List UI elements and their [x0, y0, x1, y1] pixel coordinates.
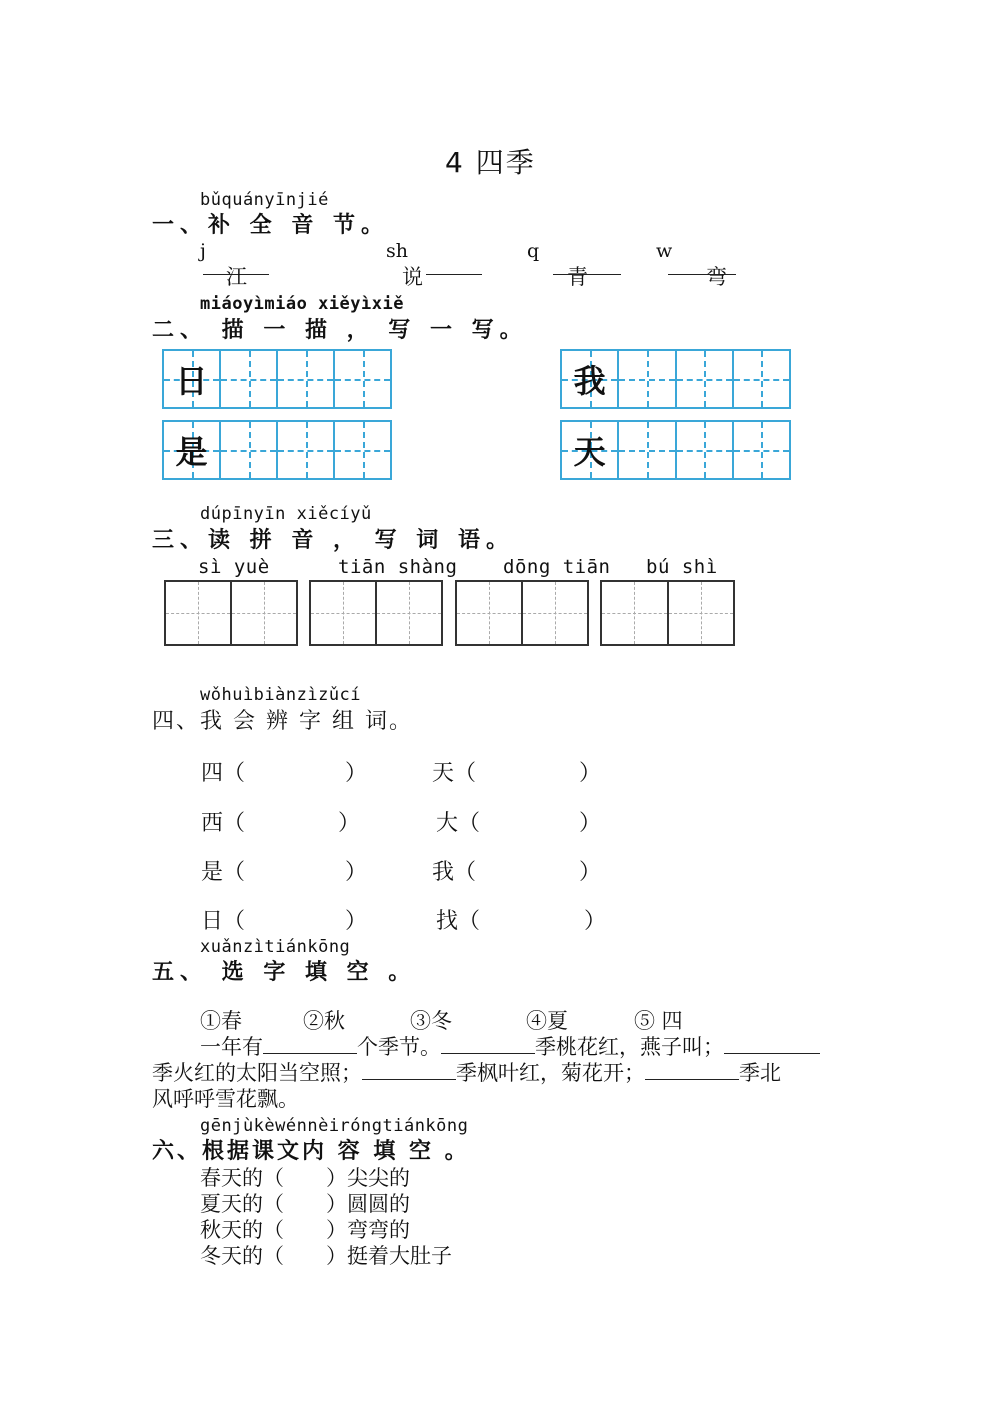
tracing-cell[interactable]	[335, 351, 390, 407]
tracing-cell[interactable]	[278, 422, 335, 478]
section2-pinyin: miáoyìmiáo xiěyìxiě	[200, 294, 404, 314]
initial-4: w	[656, 240, 673, 262]
blank[interactable]	[645, 1059, 739, 1080]
group-row-1b-end: ）	[579, 761, 602, 786]
group-row-2b: 大（	[436, 811, 481, 836]
text-segment: 季桃花红，燕子叫；	[535, 1035, 724, 1059]
group-row-1b: 天（	[432, 761, 477, 786]
tracing-cell-model	[562, 422, 619, 478]
tracing-cell[interactable]	[221, 422, 278, 478]
group-row-1a-end: ）	[345, 761, 368, 786]
group-row-3b-end: ）	[579, 860, 602, 885]
text-segment: 秋天的（	[200, 1218, 284, 1242]
tracing-cell[interactable]	[335, 422, 390, 478]
initial-3: q	[527, 240, 540, 262]
tracing-cell-model	[164, 422, 221, 478]
text-segment: 季北	[739, 1061, 781, 1085]
word-pinyin-1: sì yuè	[198, 556, 270, 578]
text-segment: ）尖尖的	[326, 1166, 410, 1190]
group-row-2a-end: ）	[338, 811, 361, 836]
section3-heading: 三、读 拼 音 ， 写 词 语。	[152, 528, 514, 553]
tracing-grid-ri	[162, 349, 392, 409]
blank[interactable]	[362, 1059, 456, 1080]
tracing-grid-tian	[560, 420, 791, 480]
word-pinyin-4: bú shì	[646, 556, 718, 578]
section4-heading: 四、我 会 辨 字 组 词。	[152, 709, 413, 734]
option-5: ⑤ 四	[634, 1009, 683, 1033]
group-row-2b-end: ）	[579, 811, 602, 836]
group-row-4a: 日（	[201, 909, 246, 934]
section4-pinyin: wǒhuìbiànzìzǔcí	[200, 685, 362, 705]
group-row-2a: 西（	[201, 811, 246, 836]
text-segment: 个季节。	[357, 1035, 441, 1059]
fill-line-3: 风呼呼雪花飘。	[152, 1087, 299, 1111]
tracing-cell[interactable]	[221, 351, 278, 407]
blank[interactable]	[441, 1033, 535, 1054]
tracing-grid-wo	[560, 349, 791, 409]
blank[interactable]	[724, 1033, 820, 1054]
section6-pinyin: gēnjùkèwénnèiróngtiánkōng	[200, 1116, 469, 1136]
text-segment: 冬天的（	[200, 1244, 284, 1268]
section1-heading: 一、补 全 音 节。	[152, 213, 389, 238]
text-segment: 春天的（	[200, 1166, 284, 1190]
tracing-cell[interactable]	[677, 351, 734, 407]
section3-pinyin: dúpīnyīn xiěcíyǔ	[200, 504, 372, 524]
word-box-2[interactable]	[309, 580, 443, 646]
tracing-cell-model	[562, 351, 619, 407]
tracing-cell[interactable]	[677, 422, 734, 478]
underline-2	[426, 274, 482, 275]
tracing-cell[interactable]	[619, 422, 676, 478]
section2-heading: 二、 描 一 描 ， 写 一 写。	[152, 318, 528, 343]
text-segment: 季枫叶红，菊花开；	[456, 1061, 645, 1085]
tracing-cell[interactable]	[619, 351, 676, 407]
char-1: 江	[226, 265, 247, 289]
text-segment: 一年有	[200, 1035, 263, 1059]
text-line-4	[200, 1240, 452, 1270]
word-pinyin-3: dōng tiān	[503, 556, 611, 578]
blank[interactable]	[263, 1033, 357, 1054]
char-2: 说	[402, 265, 423, 289]
group-row-4b: 找（	[436, 909, 481, 934]
text-segment: ）圆圆的	[326, 1192, 410, 1216]
group-row-4b-end: ）	[584, 909, 607, 934]
model-char: 天	[573, 433, 606, 471]
group-row-4a-end: ）	[345, 909, 368, 934]
group-row-3a: 是（	[201, 860, 246, 885]
char-3: 青	[567, 265, 588, 289]
option-4: ④夏	[526, 1009, 568, 1033]
group-row-3a-end: ）	[345, 860, 368, 885]
tracing-cell[interactable]	[278, 351, 335, 407]
option-1: ①春	[200, 1009, 242, 1033]
page-title: 4 四季	[445, 146, 536, 179]
model-char: 是	[175, 433, 208, 471]
tracing-cell[interactable]	[734, 422, 789, 478]
section1-pinyin: bǔquányīnjié	[200, 190, 329, 210]
tracing-grid-shi	[162, 420, 392, 480]
word-pinyin-2: tiān shàng	[338, 556, 458, 578]
initial-2: sh	[386, 240, 408, 262]
tracing-cell-model	[164, 351, 221, 407]
text-segment: 季火红的太阳当空照；	[152, 1061, 362, 1085]
group-row-3b: 我（	[432, 860, 477, 885]
tracing-cell[interactable]	[734, 351, 789, 407]
section6-heading: 六、根据课文内 容 填 空 。	[152, 1139, 470, 1164]
word-box-1[interactable]	[164, 580, 298, 646]
option-2: ②秋	[303, 1009, 345, 1033]
model-char: 日	[175, 362, 208, 400]
char-4: 弯	[706, 265, 727, 289]
option-3: ③冬	[410, 1009, 452, 1033]
model-char: 我	[573, 362, 606, 400]
word-box-3[interactable]	[455, 580, 589, 646]
text-segment: ）挺着大肚子	[326, 1244, 452, 1268]
text-segment: 夏天的（	[200, 1192, 284, 1216]
text-segment: ）弯弯的	[326, 1218, 410, 1242]
group-row-1a: 四（	[201, 761, 246, 786]
word-box-4[interactable]	[600, 580, 735, 646]
initial-1: j	[200, 240, 206, 262]
section5-pinyin: xuǎnzìtiánkōng	[200, 937, 351, 957]
section5-heading: 五、 选 字 填 空 。	[152, 960, 417, 985]
